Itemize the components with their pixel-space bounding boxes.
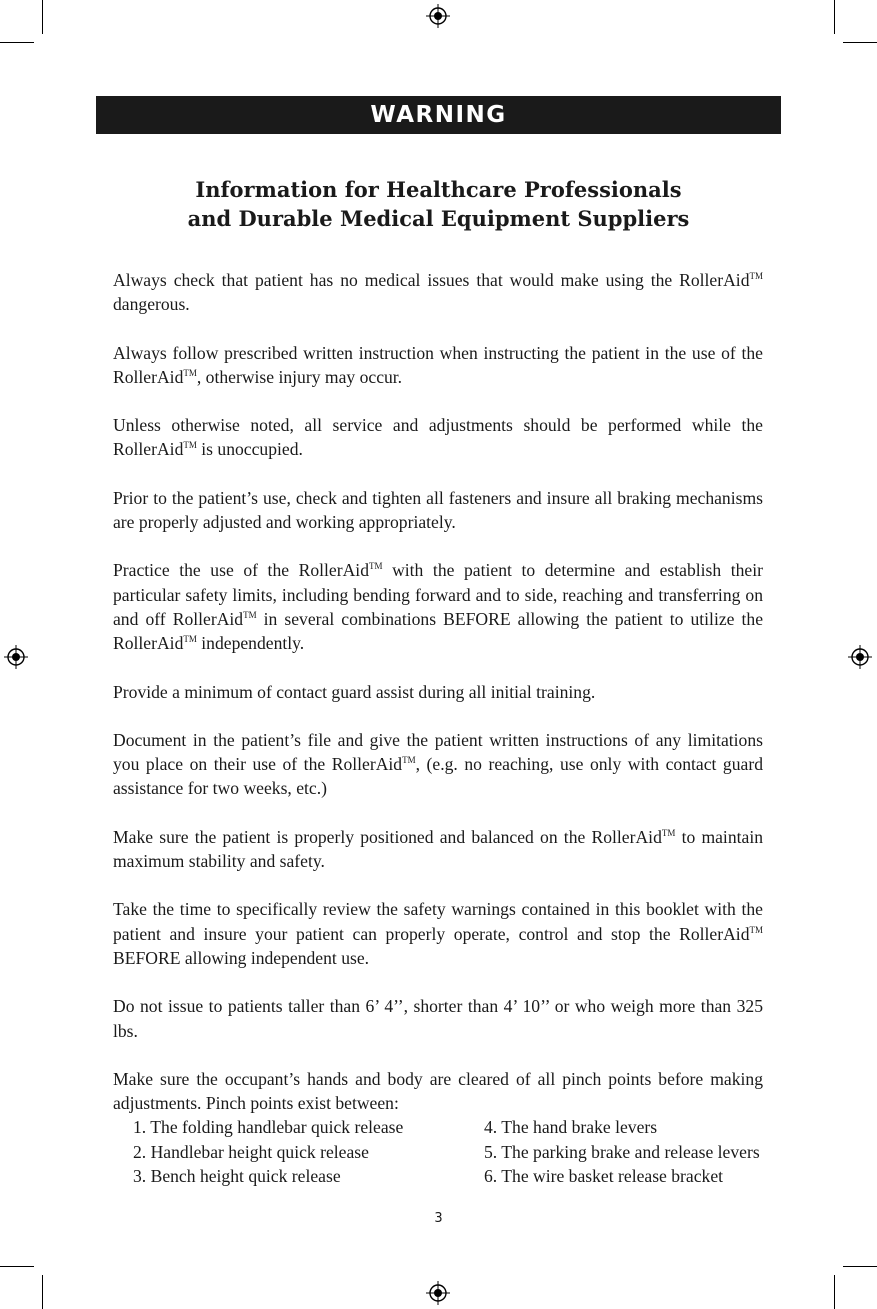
paragraph-text: in several combinations BEFORE allowing the patient to utilize the RollerAid — [113, 608, 764, 654]
paragraph-text: Always check that patient has no medical issues that would make using the RollerAid — [113, 270, 750, 290]
paragraph-service-unoccupied — [113, 413, 763, 462]
registration-mark-icon — [848, 645, 872, 669]
paragraph-text: Unless otherwise noted, all service and adjustments should be performed while the RollerAid — [113, 415, 763, 460]
trademark-mark: TM — [243, 609, 257, 620]
list-item: 1. The folding handlebar quick release — [133, 1117, 404, 1138]
page-number: 3 — [434, 1211, 443, 1226]
paragraph-text: Take the time to specifically review the safety warnings contained in this booklet with the patient and insure your patient can properly operate, control and stop the RollerAid — [113, 899, 763, 944]
crop-mark — [834, 1275, 835, 1309]
warning-banner: WARNING — [96, 96, 781, 134]
paragraph-text: dangerous. — [113, 294, 190, 315]
trademark-mark: TM — [183, 634, 197, 645]
registration-mark-icon — [426, 4, 450, 28]
heading-line-1: Information for Healthcare Professionals — [195, 177, 682, 202]
paragraph-text: Do not issue to patients taller than 6’ 4’’, shorter than 4’ 10’’ or who weigh more than 325 lbs. — [113, 996, 763, 1041]
list-item: 6. The wire basket release bracket — [484, 1166, 724, 1187]
crop-mark — [42, 1275, 43, 1309]
trademark-mark: TM — [661, 827, 676, 838]
page-heading — [96, 175, 781, 233]
paragraph-text: Make sure the patient is properly positioned and balanced on the RollerAid — [113, 826, 662, 847]
pinch-points-list — [113, 1115, 763, 1188]
paragraph-text: independently. — [196, 633, 305, 654]
paragraph-text: Document in the patient’s file and give the patient written instructions of any limitations you place on their use of the RollerAid — [113, 729, 763, 775]
list-item: 4. The hand brake levers — [484, 1117, 658, 1138]
paragraph-text: to maintain maximum stability and safety. — [113, 826, 764, 872]
paragraph-size-limits — [113, 994, 763, 1043]
crop-mark — [0, 42, 34, 43]
list-item: 5. The parking brake and release levers — [484, 1141, 760, 1162]
list-item: 3. Bench height quick release — [133, 1166, 341, 1187]
registration-mark-icon — [4, 645, 28, 669]
paragraph-medical-issues — [113, 268, 763, 317]
list-item: 2. Handlebar height quick release — [133, 1141, 369, 1162]
crop-mark — [843, 42, 877, 43]
crop-mark — [0, 1266, 34, 1267]
paragraph-practice-use — [113, 558, 763, 655]
paragraph-text: , otherwise injury may occur. — [196, 366, 403, 387]
crop-mark — [843, 1266, 877, 1267]
trademark-mark: TM — [402, 755, 416, 766]
paragraph-text: with the patient to determine and establish their particular safety limits, including bending forward and to side, reaching and transferring on and off RollerAid — [113, 560, 763, 629]
crop-mark — [834, 0, 835, 34]
paragraph-text: Always follow prescribed written instruction when instructing the patient in the use of the RollerAid — [113, 342, 763, 387]
paragraph-text: BEFORE allowing independent use. — [113, 947, 370, 968]
paragraph-contact-guard — [113, 680, 763, 704]
paragraph-text: Make sure the occupant’s hands and body are cleared of all pinch points before making adjustments. Pinch points exist between: — [113, 1068, 763, 1114]
trademark-mark: TM — [749, 271, 763, 281]
trademark-mark: TM — [183, 440, 197, 451]
trademark-mark: TM — [749, 924, 763, 935]
paragraph-written-instruction — [113, 341, 763, 390]
paragraph-text: Provide a minimum of contact guard assist during all initial training. — [113, 681, 596, 702]
paragraph-text: , (e.g. no reaching, use only with contact guard assistance for two weeks, etc.) — [113, 754, 763, 799]
trademark-mark: TM — [369, 561, 383, 572]
paragraph-fasteners — [113, 486, 763, 535]
paragraph-text: is unoccupied. — [196, 439, 303, 460]
paragraph-text: Prior to the patient’s use, check and tighten all fasteners and insure all braking mechanisms are properly adjusted and working appropriately. — [113, 487, 763, 533]
paragraph-positioning — [113, 825, 763, 874]
paragraph-review-warnings — [113, 897, 763, 970]
crop-mark — [42, 0, 43, 34]
warnings-body — [113, 268, 763, 1188]
paragraph-pinch-points — [113, 1067, 763, 1116]
trademark-mark: TM — [183, 367, 197, 378]
registration-mark-icon — [426, 1281, 450, 1305]
paragraph-document-limitations — [113, 728, 763, 801]
paragraph-text: Practice the use of the RollerAid — [113, 560, 369, 581]
heading-line-2: and Durable Medical Equipment Suppliers — [187, 206, 690, 231]
